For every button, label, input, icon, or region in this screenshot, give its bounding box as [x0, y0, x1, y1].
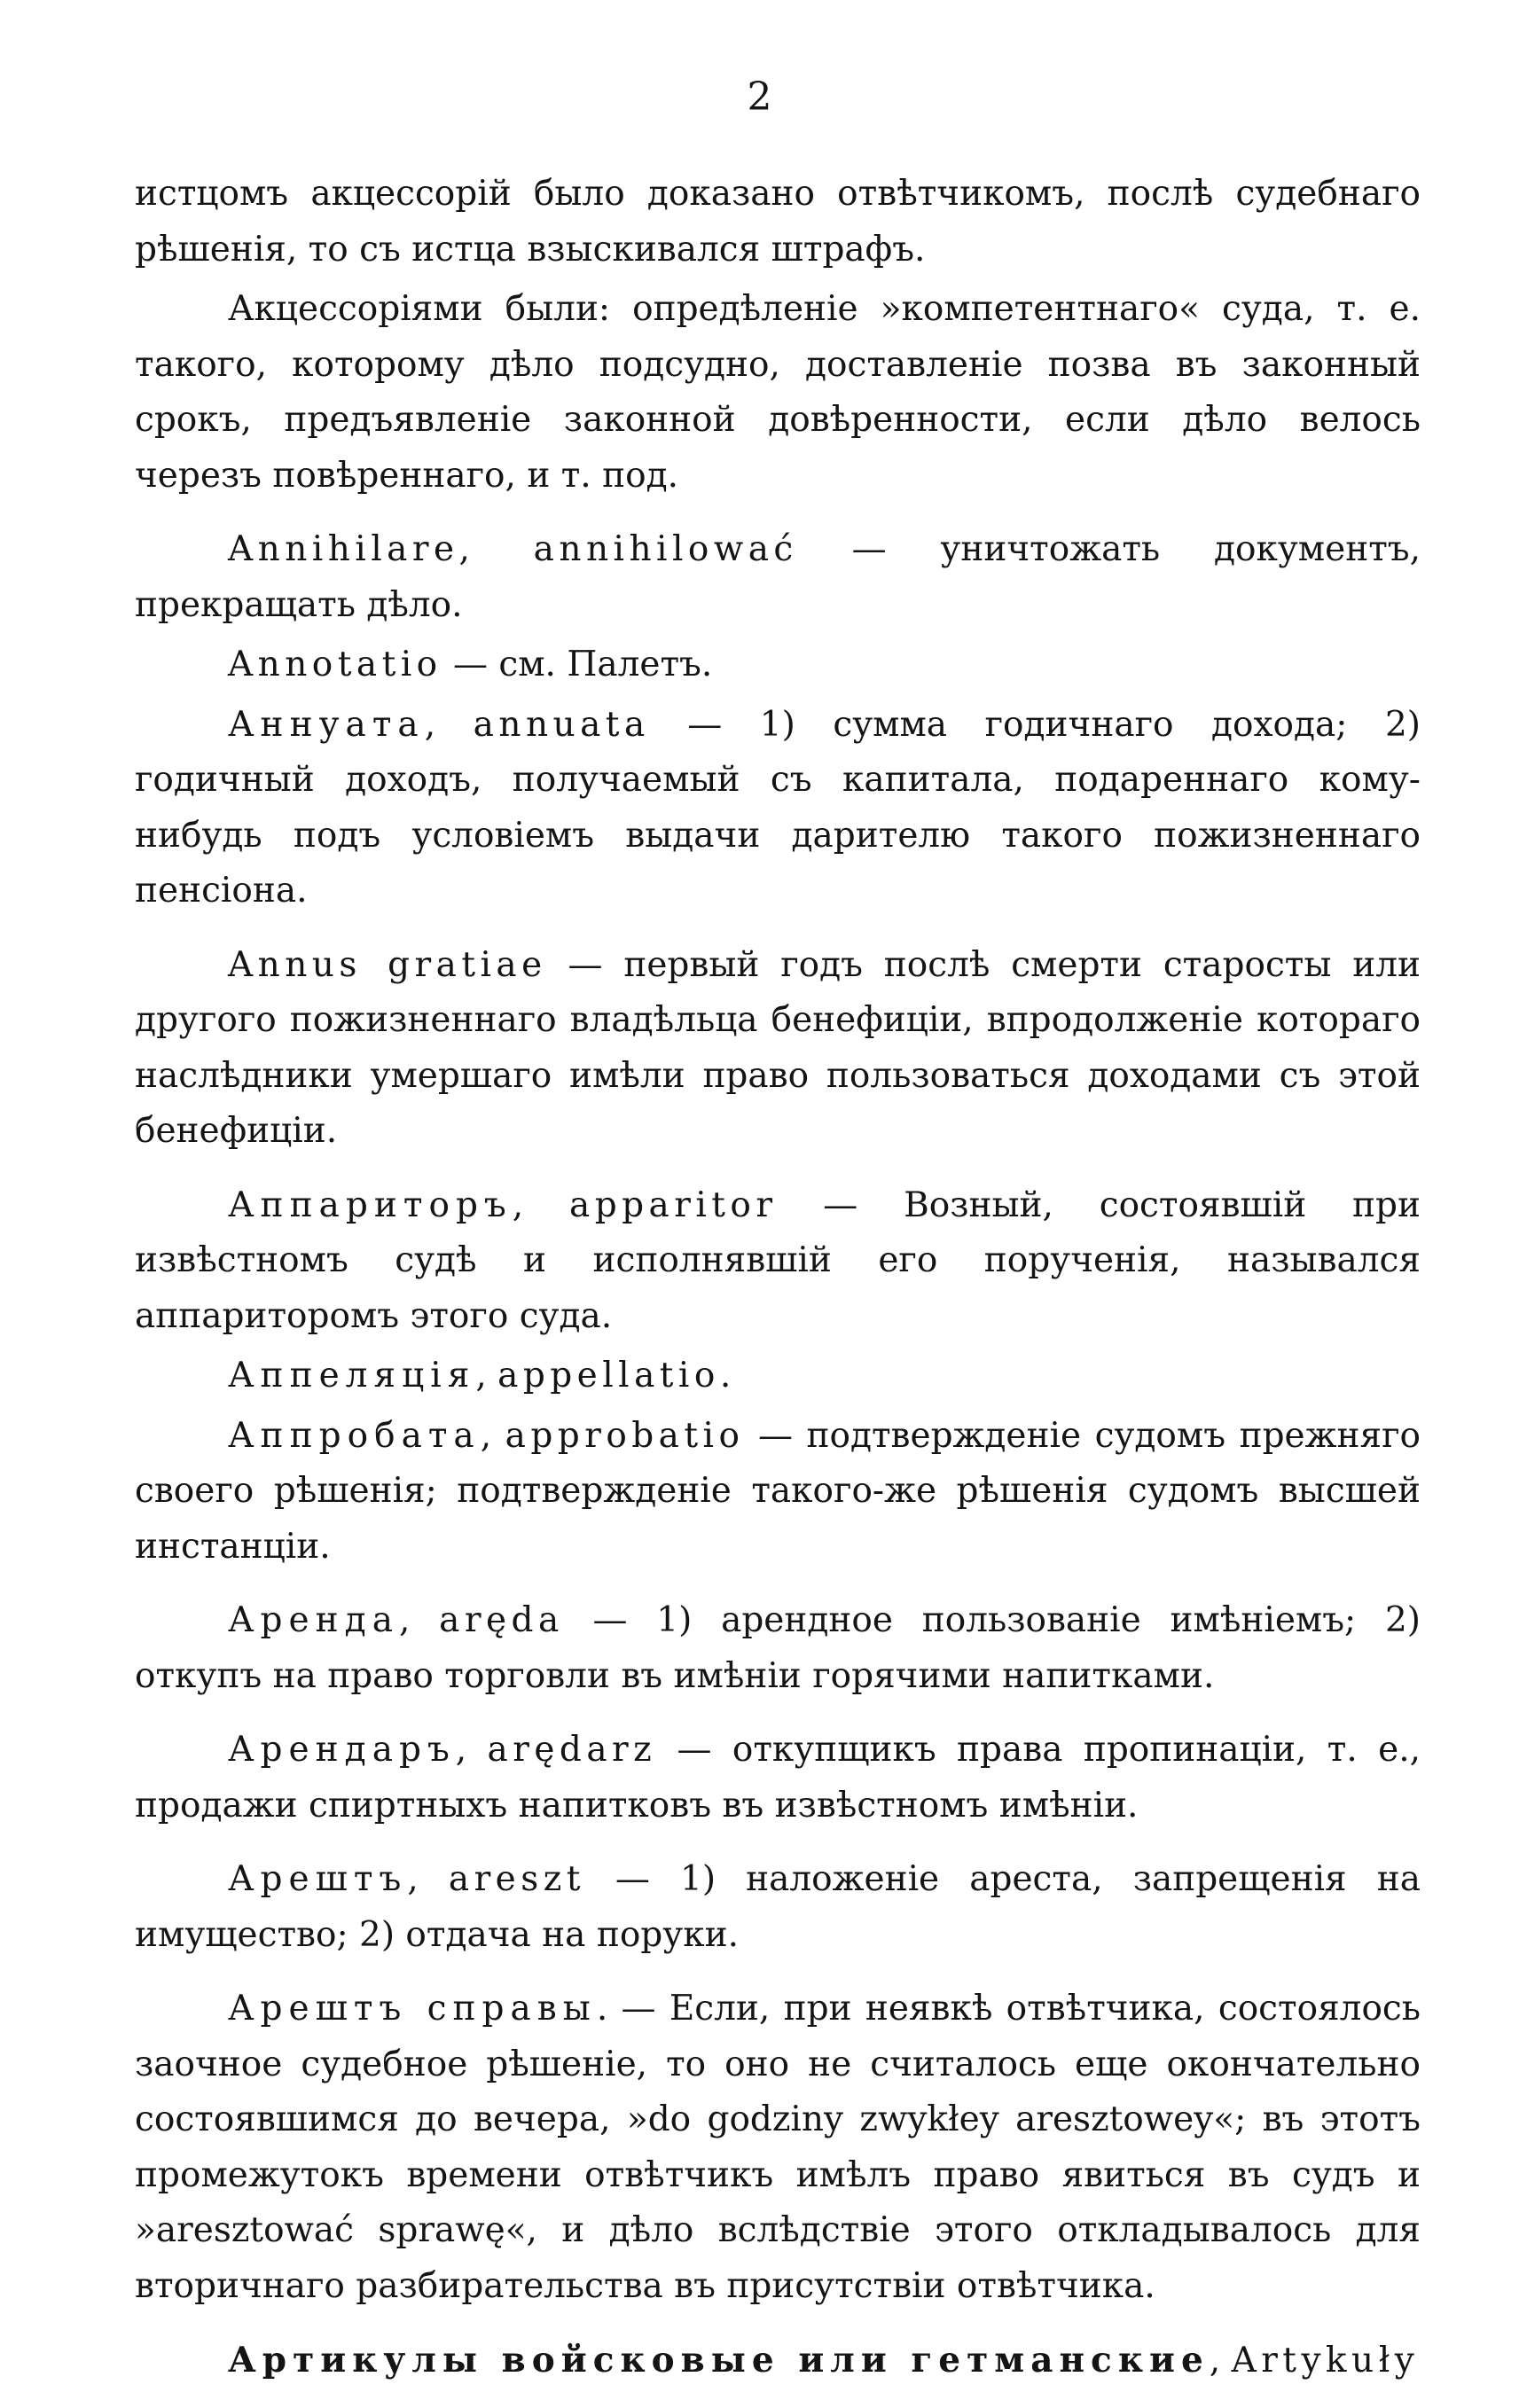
dictionary-entry — [135, 938, 1421, 1160]
entry-definition: . — Если, при неявкѣ отвѣтчика, состоялось заочное судебное рѣшеніе, то оно не считалось еще окончательно состоявшимся до вечера, »do godziny zwykłey aresztowey«; въ этотъ промежутокъ времени отвѣтчикъ имѣлъ право явиться въ судъ и »aresztować sprawę«, и дѣло вслѣдствіе этого откладывалось для вторичнаго разбирательства въ присутствіи отвѣтчика. — [135, 1989, 1421, 2306]
dictionary-entry — [135, 1593, 1421, 1704]
entry-term-latin: Artykuły — [1231, 2341, 1420, 2381]
paragraph-text: Акцессоріями были: опредѣленіе »компетентнаго« суда, т. е. такого, которому дѣло подсудно, доставленіе позва въ законный срокъ, предъявленіе законной довѣренности, если дѣло велось черезъ повѣреннаго, и т. под. — [135, 289, 1421, 496]
entry-separator: , — [480, 1415, 505, 1456]
dictionary-entry — [135, 1178, 1421, 1345]
dictionary-entry — [135, 637, 1421, 693]
entry-separator: , — [475, 1356, 498, 1396]
entry-definition: — подтвержденіе судомъ прежняго своего рѣшенія; подтвержденіе такого-же рѣшенія судомъ высшей инстанціи. — [135, 1415, 1421, 1567]
entry-definition: . — [719, 1356, 732, 1396]
entry-term-latin: approbatio — [505, 1415, 745, 1456]
page-number: 2 — [747, 74, 772, 120]
entry-definition: — см. Палетъ. — [442, 645, 713, 684]
entry-definition: — Возный, состоявшій при извѣстномъ судѣ и исполнявшій его порученія, назывался аппариторомъ этого суда. — [135, 1184, 1421, 1336]
entry-separator: , — [1209, 2341, 1232, 2381]
entry-separator: , — [512, 1184, 569, 1225]
dictionary-entry — [135, 1982, 1421, 2314]
paragraph-text: истцомъ акцессорій было доказано отвѣтчикомъ, послѣ судебнаго рѣшенія, то съ истца взыскивался штрафъ. — [135, 174, 1421, 270]
entry-separator: , — [424, 704, 474, 745]
entry-term-latin: areszt — [448, 1859, 585, 1899]
entry-term: Арештъ — [228, 1859, 408, 1899]
entry-definition: — уничтожать документъ, прекращать дѣло. — [135, 529, 1421, 625]
entry-term: Аренда — [228, 1600, 399, 1640]
dictionary-entry — [135, 1723, 1421, 1833]
entry-term: Аппеляція — [228, 1356, 476, 1396]
entry-separator: , — [455, 1730, 488, 1770]
entry-definition: — 1) арендное пользованіе имѣніемъ; 2) откупъ на право торговли въ имѣніи горячими напитками. — [135, 1600, 1421, 1696]
entry-separator: , — [398, 1600, 440, 1640]
dictionary-entry — [135, 1409, 1421, 1575]
entry-separator: , — [407, 1859, 449, 1899]
paragraph — [135, 282, 1421, 504]
page-text — [135, 167, 1421, 2408]
entry-term-latin: arędarz — [487, 1730, 657, 1770]
entry-term-latin: Annihilare, annihilować — [228, 529, 798, 569]
entry-term: Арендаръ — [228, 1730, 456, 1770]
entry-term-latin: apparitor — [568, 1184, 778, 1225]
entry-definition: — 1) наложеніе ареста, запрещенія на имущество; 2) отдача на поруки. — [135, 1859, 1421, 1955]
dictionary-entry — [135, 2333, 1421, 2389]
dictionary-entry — [135, 698, 1421, 919]
entry-term: Артикулы войсковые или гетманские — [228, 2340, 1210, 2381]
entry-term-latin: Annotatio — [228, 645, 442, 684]
entry-term-latin: Annus gratiae — [228, 944, 547, 985]
entry-term-latin: appellatio — [497, 1356, 720, 1396]
dictionary-entry — [135, 522, 1421, 633]
entry-definition: — первый годъ послѣ смерти старосты или другого пожизненнаго владѣльца бенефиціи, впродолженіе котораго наслѣдники умершаго имѣли право пользоваться доходами съ этой бенефиціи. — [135, 944, 1421, 1151]
entry-term: Аппробата — [228, 1415, 481, 1456]
entry-definition: — 1) сумма годичнаго дохода; 2) годичный доходъ, получаемый съ капитала, подареннаго кому-нибудь подъ условіемъ выдачи дарителю такого пожизненнаго пенсіона. — [135, 704, 1421, 911]
entry-term-latin: annuata — [473, 704, 650, 745]
paragraph — [135, 167, 1421, 278]
dictionary-entry — [135, 1852, 1421, 1963]
entry-definition: — откупщикъ права пропинаціи, т. е., продажи спиртныхъ напитковъ въ извѣстномъ имѣніи. — [135, 1730, 1421, 1826]
dictionary-entry — [135, 1349, 1421, 1404]
entry-term: Аннуата — [228, 704, 425, 745]
entry-term: Арештъ справы — [228, 1989, 597, 2029]
entry-term-latin: aręda — [439, 1600, 564, 1640]
entry-term: Аппариторъ — [228, 1184, 513, 1225]
